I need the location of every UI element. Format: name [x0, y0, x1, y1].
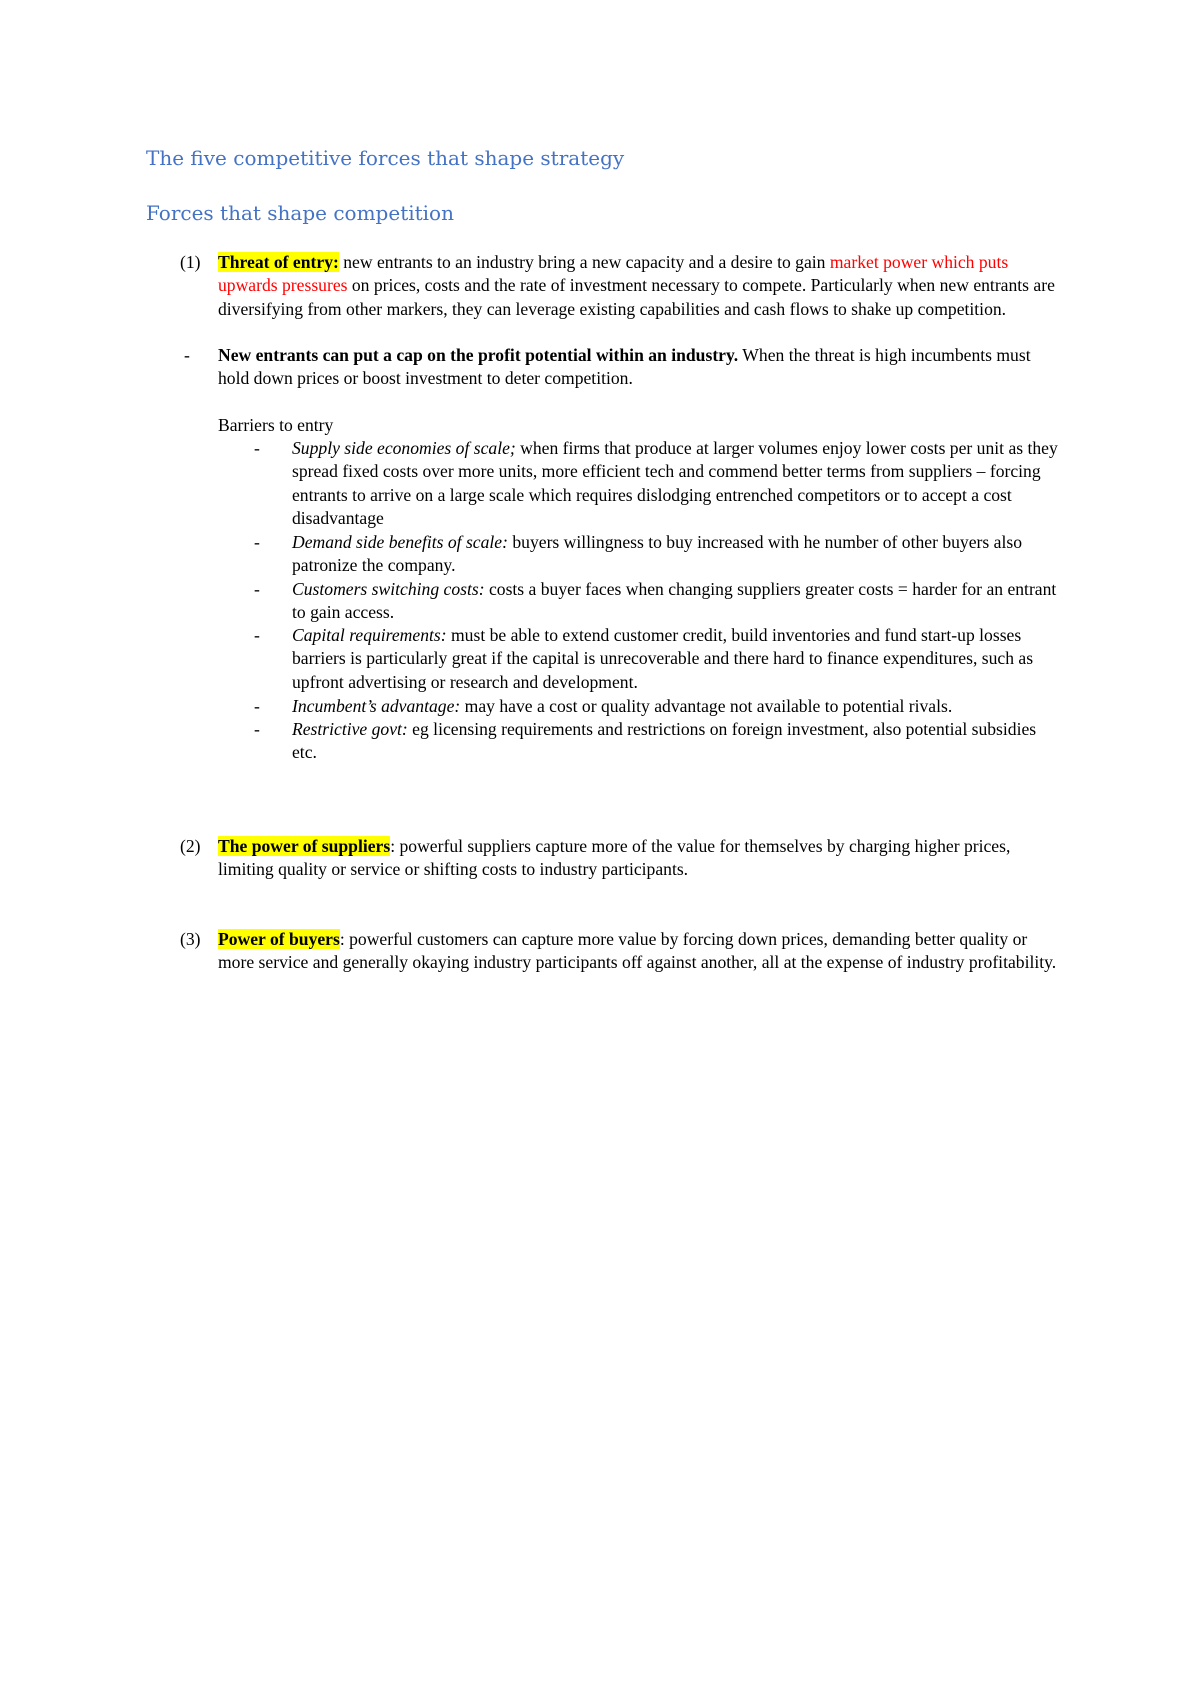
list-marker-dash: - — [254, 696, 260, 716]
barriers-heading: Barriers to entry — [218, 415, 334, 435]
barrier-text: buyers willingness to buy increased with he number of other buyers also patronize the company. — [292, 532, 1022, 576]
cap-point-bold: New entrants can put a cap on the profit potential within an industry. — [218, 345, 739, 365]
barrier-term: Customers switching costs: — [292, 579, 485, 599]
barrier-item — [292, 695, 1064, 718]
force-power-of-suppliers — [218, 835, 1058, 882]
list-marker-3: (3) — [180, 929, 201, 949]
barrier-item — [292, 437, 1064, 531]
force-label: Power of buyers — [218, 929, 340, 949]
barrier-term: Demand side benefits of scale: — [292, 532, 508, 552]
barrier-item — [292, 718, 1064, 765]
barrier-term: Supply side economies of scale; — [292, 438, 516, 458]
barrier-text: eg licensing requirements and restrictions on foreign investment, also potential subsidies etc. — [292, 719, 1037, 763]
barrier-item — [292, 624, 1064, 694]
barrier-item — [292, 531, 1064, 578]
force-label: Threat of entry: — [218, 252, 339, 272]
list-marker-dash: - — [254, 625, 260, 645]
section-heading: Forces that shape competition — [146, 201, 454, 225]
force-emphasis-text: market power which puts upwards pressures — [218, 252, 1009, 296]
barrier-item — [292, 578, 1064, 625]
barrier-term: Capital requirements: — [292, 625, 447, 645]
list-marker-2: (2) — [180, 836, 201, 856]
force-text: : powerful suppliers capture more of the value for themselves by charging higher prices, limiting quality or service or shifting costs to industry participants. — [218, 836, 1011, 880]
cap-point — [218, 344, 1058, 391]
document-title: The five competitive forces that shape strategy — [146, 146, 625, 170]
cap-point-text: When the threat is high incumbents must hold down prices or boost investment to deter competition. — [218, 345, 1031, 389]
list-marker-dash: - — [254, 532, 260, 552]
list-marker-dash: - — [254, 438, 260, 458]
barrier-text: must be able to extend customer credit, build inventories and fund start-up losses barriers is particularly great if the capital is unrecoverable and there hard to finance expenditures, such as upfront advertising or research and development. — [292, 625, 1034, 692]
barrier-text: costs a buyer faces when changing suppliers greater costs = harder for an entrant to gain access. — [292, 579, 1057, 623]
list-marker-1: (1) — [180, 252, 201, 272]
list-marker-dash: - — [254, 719, 260, 739]
barrier-term: Incumbent’s advantage: — [292, 696, 461, 716]
list-marker-dash: - — [254, 579, 260, 599]
force-threat-of-entry — [218, 251, 1058, 321]
list-marker-dash: - — [184, 345, 190, 365]
force-text: : powerful customers can capture more value by forcing down prices, demanding better quality or more service and generally okaying industry participants off against another, all at the expense of industry profitability. — [218, 929, 1057, 973]
force-text: new entrants to an industry bring a new capacity and a desire to gain — [338, 252, 830, 272]
barrier-term: Restrictive govt: — [292, 719, 408, 739]
barrier-text: may have a cost or quality advantage not available to potential rivals. — [460, 696, 953, 716]
force-text: on prices, costs and the rate of investment necessary to compete. Particularly when new entrants are diversifying from other markers, they can leverage existing capabilities and cash flows to shake up competition. — [218, 275, 1055, 319]
barrier-text: when firms that produce at larger volumes enjoy lower costs per unit as they spread fixed costs over more units, more efficient tech and commend better terms from suppliers – forcing entrants to arrive on a large scale which requires dislodging entrenched competitors or to accept a cost disadvantage — [292, 438, 1058, 529]
force-label: The power of suppliers — [218, 836, 391, 856]
force-power-of-buyers — [218, 928, 1058, 975]
